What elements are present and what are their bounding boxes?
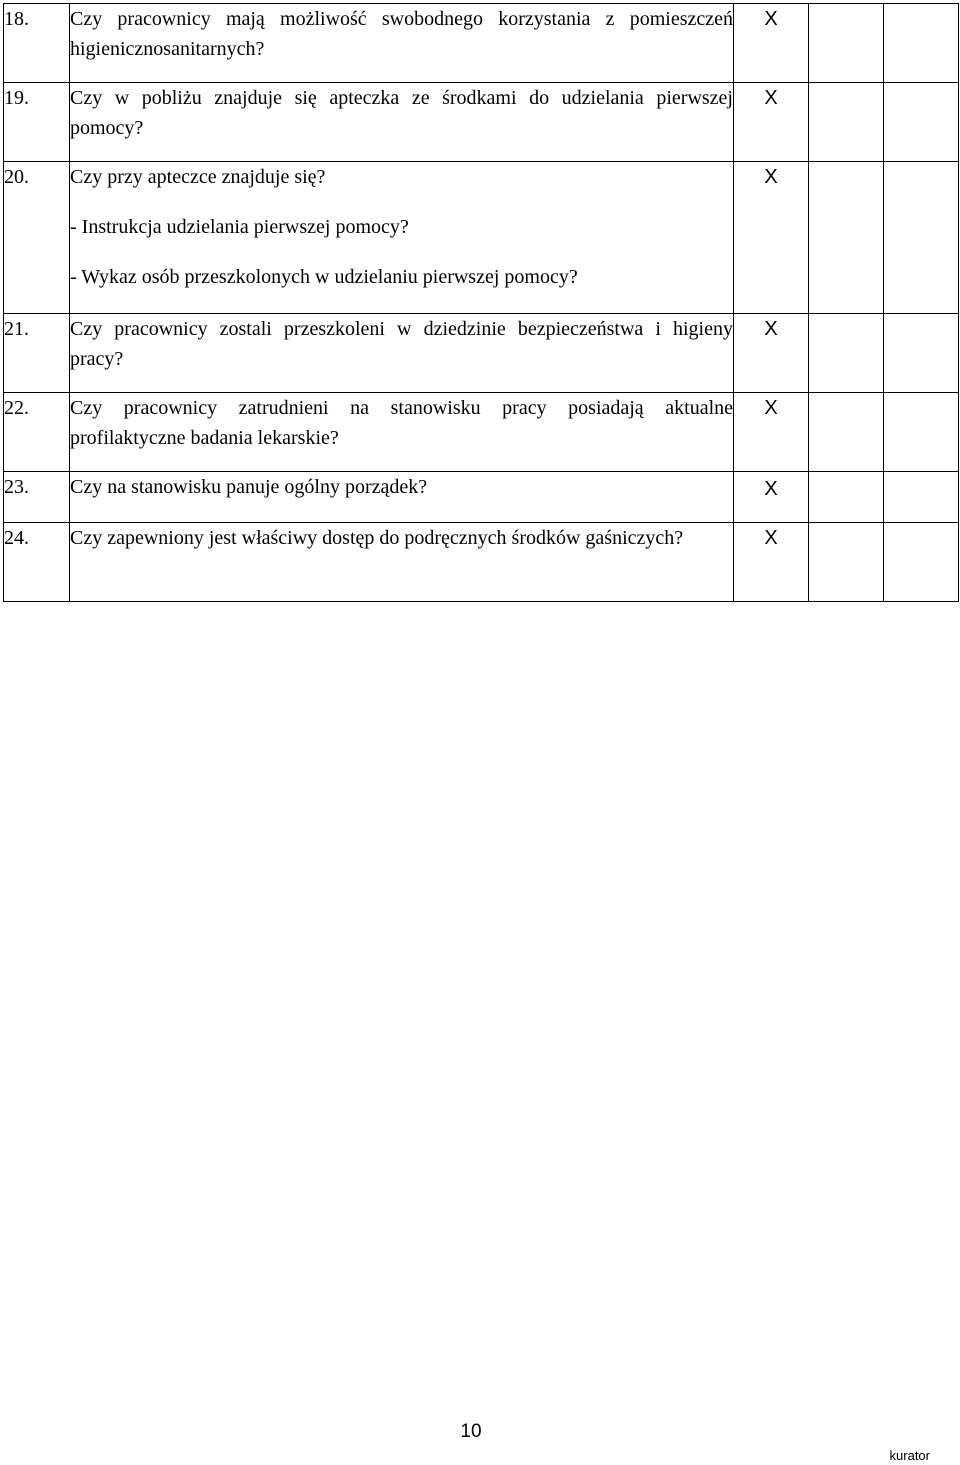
row-number: 24. bbox=[4, 523, 70, 602]
table-row bbox=[4, 472, 959, 523]
empty-cell bbox=[809, 314, 884, 393]
question-text: Czy pracownicy zatrudnieni na stanowisku pracy posiadają aktualne profilaktyczne badania lekarskie? bbox=[70, 393, 734, 472]
question-text: Czy w pobliżu znajduje się apteczka ze środkami do udzielania pierwszej pomocy? bbox=[70, 83, 734, 162]
answer-mark: X bbox=[734, 314, 809, 393]
empty-cell bbox=[809, 523, 884, 602]
question-text: Czy na stanowisku panuje ogólny porządek? bbox=[70, 472, 734, 523]
empty-cell bbox=[884, 523, 959, 602]
question-subitem: - Instrukcja udzielania pierwszej pomocy? bbox=[70, 216, 409, 238]
table-row bbox=[4, 4, 959, 83]
question-line: Czy przy apteczce znajduje się? bbox=[70, 166, 326, 188]
table-row bbox=[4, 162, 959, 314]
row-number: 23. bbox=[4, 472, 70, 523]
answer-mark: X bbox=[734, 472, 809, 523]
row-number: 19. bbox=[4, 83, 70, 162]
row-number: 21. bbox=[4, 314, 70, 393]
row-number: 18. bbox=[4, 4, 70, 83]
empty-cell bbox=[809, 4, 884, 83]
checklist-table bbox=[3, 3, 959, 602]
empty-cell bbox=[809, 393, 884, 472]
question-text: Czy pracownicy mają możliwość swobodnego korzystania z pomieszczeń higienicznosanitarnych? bbox=[70, 4, 734, 83]
answer-mark: X bbox=[734, 162, 809, 314]
table-row bbox=[4, 523, 959, 602]
answer-mark: X bbox=[734, 523, 809, 602]
answer-mark: X bbox=[734, 393, 809, 472]
answer-mark: X bbox=[734, 4, 809, 83]
answer-mark: X bbox=[734, 83, 809, 162]
footer-label: kurator bbox=[889, 1448, 930, 1463]
empty-cell bbox=[809, 472, 884, 523]
empty-cell bbox=[809, 83, 884, 162]
table-row bbox=[4, 314, 959, 393]
question-text: Czy pracownicy zostali przeszkoleni w dziedzinie bezpieczeństwa i higieny pracy? bbox=[70, 314, 734, 393]
table-row bbox=[4, 393, 959, 472]
page-number: 10 bbox=[460, 1421, 482, 1442]
table-row bbox=[4, 83, 959, 162]
empty-cell bbox=[884, 4, 959, 83]
empty-cell bbox=[884, 83, 959, 162]
row-number: 22. bbox=[4, 393, 70, 472]
empty-cell bbox=[884, 314, 959, 393]
empty-cell bbox=[809, 162, 884, 314]
empty-cell bbox=[884, 393, 959, 472]
question-subitem: - Wykaz osób przeszkolonych w udzielaniu pierwszej pomocy? bbox=[70, 266, 578, 288]
question-text: Czy zapewniony jest właściwy dostęp do podręcznych środków gaśniczych? bbox=[70, 523, 734, 602]
empty-cell bbox=[884, 472, 959, 523]
empty-cell bbox=[884, 162, 959, 314]
row-number: 20. bbox=[4, 162, 70, 314]
question-text bbox=[70, 162, 734, 314]
